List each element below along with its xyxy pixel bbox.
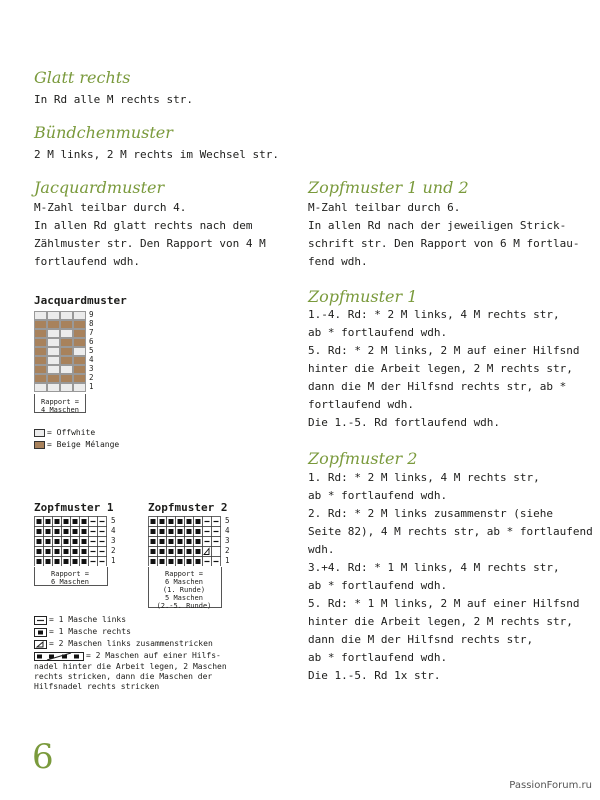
text-buendchenmuster: 2 M links, 2 M rechts im Wechsel str. xyxy=(34,148,280,161)
row-number: 5 xyxy=(111,516,116,525)
rapport-line: 4 Maschen xyxy=(41,406,79,414)
text-line: wdh. xyxy=(308,543,335,556)
legend-p2tog-label: = 2 Maschen links zusammenstricken xyxy=(49,639,213,648)
knit-stitch xyxy=(169,559,174,564)
text-line: ab * fortlaufend wdh. xyxy=(308,579,448,592)
jacquard-cell xyxy=(47,338,60,347)
jacquard-cell xyxy=(34,347,47,356)
legend-purl xyxy=(34,614,227,626)
rapport-line: Rapport = xyxy=(41,398,79,406)
knit-stitch xyxy=(187,559,192,564)
cable-stitch xyxy=(169,519,174,524)
text-line: 2. Rd: * 2 M links zusammenstr (siehe xyxy=(308,507,554,520)
legend-beige xyxy=(34,439,119,451)
jacquard-cell xyxy=(47,356,60,365)
knit-stitch xyxy=(187,549,192,554)
legend-cable-line: nadel hinter die Arbeit legen, 2 Maschen xyxy=(34,662,227,671)
knit-stitch xyxy=(55,539,60,544)
rapport-line: Rapport = xyxy=(51,570,89,578)
row-number: 3 xyxy=(225,536,230,545)
jacquard-cell xyxy=(34,311,47,320)
zopf2-rapport-label xyxy=(144,570,224,610)
text-zopfmuster-1-und-2 xyxy=(308,199,580,271)
row-number: 3 xyxy=(111,536,116,545)
legend-cable-line: Hilfsnadel rechts stricken xyxy=(34,682,160,691)
text-line: In allen Rd nach der jeweiligen Strick- xyxy=(308,219,567,232)
text-line: M-Zahl teilbar durch 4. xyxy=(34,201,187,214)
jacquard-chart-grid xyxy=(34,311,86,392)
cable-symbol-icon xyxy=(34,652,84,661)
jacquard-cell xyxy=(73,356,86,365)
heading-jacquardmuster: Jacquardmuster xyxy=(34,178,165,197)
text-line: hinter die Arbeit legen, 2 M rechts str, xyxy=(308,362,573,375)
rapport-line: 6 Maschen xyxy=(165,578,203,586)
knit-stitch xyxy=(160,549,165,554)
row-number: 1 xyxy=(89,382,94,391)
rapport-line: (2.-5. Runde) xyxy=(156,602,212,610)
row-number: 4 xyxy=(89,355,94,364)
knit-stitch xyxy=(151,539,156,544)
text-line: schrift str. Den Rapport von 6 M fortlau- xyxy=(308,237,580,250)
legend-beige-label: = Beige Mélange xyxy=(47,440,120,449)
jacquard-cell xyxy=(73,311,86,320)
text-line: ab * fortlaufend wdh. xyxy=(308,326,448,339)
knit-stitch xyxy=(160,519,165,524)
knit-stitch xyxy=(64,539,69,544)
jacquard-cell xyxy=(60,365,73,374)
knit-stitch xyxy=(37,559,42,564)
jacquard-cell xyxy=(34,356,47,365)
legend-cable-line: rechts stricken, dann die Maschen der xyxy=(34,672,213,681)
jacquard-cell xyxy=(60,338,73,347)
heading-zopfmuster-2: Zopfmuster 2 xyxy=(308,449,418,468)
heading-buendchenmuster: Bündchenmuster xyxy=(34,123,173,142)
row-number: 7 xyxy=(89,328,94,337)
row-number: 5 xyxy=(225,516,230,525)
zopf1-chart-title: Zopfmuster 1 xyxy=(34,501,114,514)
knit-stitch xyxy=(169,549,174,554)
knit-stitch xyxy=(82,529,87,534)
text-line: fortlaufend wdh. xyxy=(34,255,140,268)
knit-stitch xyxy=(82,559,87,564)
row-number: 2 xyxy=(225,546,230,555)
jacquard-cell xyxy=(60,311,73,320)
legend-p2tog xyxy=(34,638,227,650)
text-jacquardmuster xyxy=(34,199,266,271)
legend-offwhite-label: = Offwhite xyxy=(47,428,96,437)
legend-knit-label: = 1 Masche rechts xyxy=(49,627,131,636)
jacquard-cell xyxy=(60,329,73,338)
knit-stitch xyxy=(151,519,156,524)
text-zopfmuster-2 xyxy=(308,469,593,685)
knit-stitch xyxy=(187,539,192,544)
row-number: 4 xyxy=(225,526,230,535)
knit-stitch xyxy=(178,539,183,544)
row-number: 4 xyxy=(111,526,116,535)
knit-stitch xyxy=(55,549,60,554)
page-number: 6 xyxy=(32,737,54,777)
row-number: 9 xyxy=(89,310,94,319)
legend-knit xyxy=(34,626,227,638)
knit-stitch xyxy=(160,529,165,534)
watermark: PassionForum.ru xyxy=(509,780,592,791)
zopf2-chart-grid xyxy=(148,516,223,566)
text-line: dann die M der Hilfsnd rechts str, xyxy=(308,633,534,646)
heading-glatt-rechts: Glatt rechts xyxy=(34,68,131,87)
knit-stitch xyxy=(73,539,78,544)
text-line: M-Zahl teilbar durch 6. xyxy=(308,201,461,214)
text-line: fend wdh. xyxy=(308,255,368,268)
row-number: 3 xyxy=(89,364,94,373)
zopf2-row-numbers xyxy=(223,516,233,566)
p2tog-symbol-icon xyxy=(34,640,47,649)
jacquard-cell xyxy=(73,365,86,374)
row-number: 6 xyxy=(89,337,94,346)
knit-stitch xyxy=(64,549,69,554)
jacquard-cell xyxy=(60,383,73,392)
jacquard-cell xyxy=(73,338,86,347)
knit-stitch xyxy=(55,529,60,534)
text-line: In allen Rd glatt rechts nach dem xyxy=(34,219,253,232)
jacquard-chart-title: Jacquardmuster xyxy=(34,294,127,307)
cable-stitch xyxy=(73,519,78,524)
jacquard-cell xyxy=(34,365,47,374)
knit-stitch xyxy=(151,559,156,564)
knit-stitch xyxy=(151,529,156,534)
cable-stitch xyxy=(64,519,69,524)
knit-stitch xyxy=(73,529,78,534)
text-line: Die 1.-5. Rd 1x str. xyxy=(308,669,441,682)
knit-stitch xyxy=(151,549,156,554)
jacquard-cell xyxy=(47,383,60,392)
text-glatt-rechts: In Rd alle M rechts str. xyxy=(34,93,193,106)
legend-offwhite xyxy=(34,427,119,439)
jacquard-cell xyxy=(34,320,47,329)
knit-symbol-icon xyxy=(34,628,47,637)
text-line: 1.-4. Rd: * 2 M links, 4 M rechts str, xyxy=(308,308,560,321)
knit-stitch xyxy=(37,519,42,524)
jacquard-cell xyxy=(73,320,86,329)
knit-stitch xyxy=(178,559,183,564)
jacquard-row-numbers xyxy=(89,311,101,392)
knit-stitch xyxy=(73,549,78,554)
jacquard-cell xyxy=(60,374,73,383)
legend-cable xyxy=(34,650,227,662)
cable-stitch xyxy=(55,519,60,524)
text-line: fortlaufend wdh. xyxy=(308,398,414,411)
knit-stitch xyxy=(64,529,69,534)
text-line: ab * fortlaufend wdh. xyxy=(308,651,448,664)
knit-stitch xyxy=(46,559,51,564)
jacquard-cell xyxy=(47,365,60,374)
jacquard-cell xyxy=(47,374,60,383)
jacquard-cell xyxy=(60,356,73,365)
jacquard-cell xyxy=(47,347,60,356)
jacquard-cell xyxy=(73,374,86,383)
heading-zopfmuster-1-und-2: Zopfmuster 1 und 2 xyxy=(308,178,469,197)
cable-stitch xyxy=(82,519,87,524)
zopf2-chart-title: Zopfmuster 2 xyxy=(148,501,228,514)
stitch-cell xyxy=(212,547,221,557)
offwhite-swatch xyxy=(34,429,45,437)
knit-stitch xyxy=(169,529,174,534)
row-number: 2 xyxy=(111,546,116,555)
text-line: 3.+4. Rd: * 1 M links, 4 M rechts str, xyxy=(308,561,560,574)
rapport-line: 5 Maschen xyxy=(165,594,203,602)
jacquard-cell xyxy=(34,383,47,392)
text-line: Die 1.-5. Rd fortlaufend wdh. xyxy=(308,416,501,429)
heading-zopfmuster-1: Zopfmuster 1 xyxy=(308,287,418,306)
knit-stitch xyxy=(37,529,42,534)
jacquard-cell xyxy=(60,347,73,356)
knit-stitch xyxy=(82,549,87,554)
jacquard-cell xyxy=(73,383,86,392)
text-line: 1. Rd: * 2 M links, 4 M rechts str, xyxy=(308,471,540,484)
row-number: 2 xyxy=(89,373,94,382)
zopf1-row-numbers xyxy=(109,516,119,566)
text-line: ab * fortlaufend wdh. xyxy=(308,489,448,502)
knit-stitch xyxy=(37,539,42,544)
cable-stitch xyxy=(196,519,201,524)
jacquard-cell xyxy=(47,311,60,320)
text-line: 5. Rd: * 2 M links, 2 M auf einer Hilfsnd xyxy=(308,344,580,357)
jacquard-cell xyxy=(60,320,73,329)
knit-stitch xyxy=(178,549,183,554)
jacquard-rapport-label xyxy=(30,398,90,414)
knit-stitch xyxy=(55,559,60,564)
rapport-line: (1. Runde) xyxy=(162,586,206,594)
row-number: 5 xyxy=(89,346,94,355)
knit-stitch xyxy=(169,539,174,544)
jacquard-cell xyxy=(34,329,47,338)
zopf1-rapport-label xyxy=(30,570,110,586)
knit-stitch xyxy=(37,549,42,554)
purl-symbol-icon xyxy=(34,616,47,625)
knit-stitch xyxy=(196,559,201,564)
knit-stitch xyxy=(196,529,201,534)
knit-stitch xyxy=(82,539,87,544)
knit-stitch xyxy=(64,559,69,564)
knit-stitch xyxy=(178,529,183,534)
zopf1-chart-grid xyxy=(34,516,109,566)
knit-stitch xyxy=(160,559,165,564)
knit-stitch xyxy=(73,559,78,564)
row-number: 1 xyxy=(225,556,230,565)
beige-swatch xyxy=(34,441,45,449)
text-line: hinter die Arbeit legen, 2 M rechts str, xyxy=(308,615,573,628)
text-zopfmuster-1 xyxy=(308,306,580,432)
text-line: Zählmuster str. Den Rapport von 4 M xyxy=(34,237,266,250)
row-number: 1 xyxy=(111,556,116,565)
jacquard-cell xyxy=(34,374,47,383)
knit-stitch xyxy=(196,539,201,544)
jacquard-cell xyxy=(47,320,60,329)
text-line: dann die M der Hilfsnd rechts str, ab * xyxy=(308,380,567,393)
knit-stitch xyxy=(196,549,201,554)
jacquard-cell xyxy=(47,329,60,338)
knit-stitch xyxy=(46,529,51,534)
symbol-legend xyxy=(34,614,227,692)
knit-stitch xyxy=(46,549,51,554)
cable-stitch xyxy=(187,519,192,524)
knit-stitch xyxy=(46,519,51,524)
legend-purl-label: = 1 Masche links xyxy=(49,615,127,624)
jacquard-cell xyxy=(73,347,86,356)
jacquard-cell xyxy=(73,329,86,338)
jacquard-cell xyxy=(34,338,47,347)
knit-stitch xyxy=(46,539,51,544)
knit-stitch xyxy=(160,539,165,544)
text-line: 5. Rd: * 1 M links, 2 M auf einer Hilfsnd xyxy=(308,597,580,610)
knit-stitch xyxy=(187,529,192,534)
cable-stitch xyxy=(178,519,183,524)
color-legend xyxy=(34,427,119,451)
rapport-line: Rapport = xyxy=(165,570,203,578)
row-number: 8 xyxy=(89,319,94,328)
rapport-line: 6 Maschen xyxy=(51,578,89,586)
legend-cable-label: = 2 Maschen auf einer Hilfs- xyxy=(86,651,221,660)
text-line: Seite 82), 4 M rechts str, ab * fortlaufend xyxy=(308,525,593,538)
